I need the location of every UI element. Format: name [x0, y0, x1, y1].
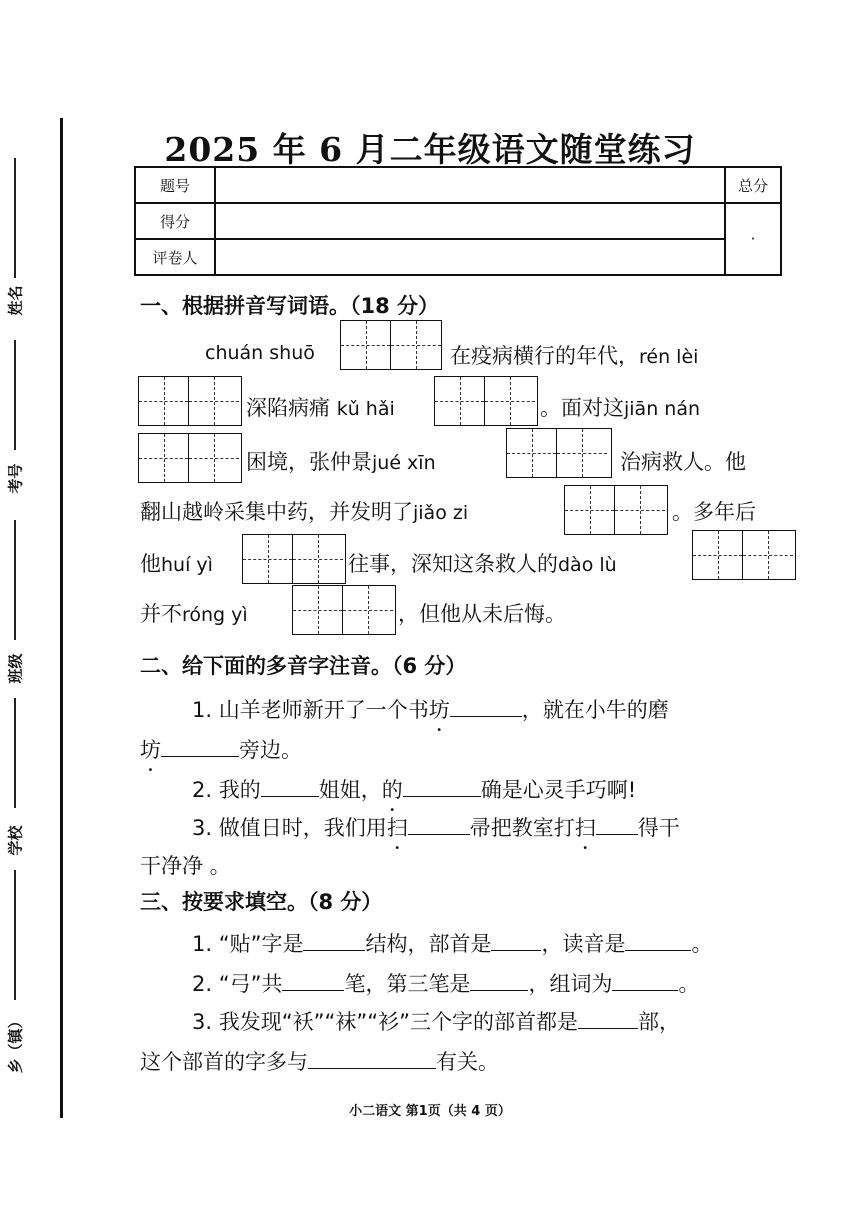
- answer-blank[interactable]: [625, 932, 691, 951]
- total-cell[interactable]: ·: [725, 203, 781, 275]
- school-label: 学校: [6, 825, 25, 856]
- text: 姐姐，: [318, 778, 382, 802]
- answer-blank[interactable]: [470, 972, 528, 991]
- text: 3. 做值日时，我们用: [192, 816, 387, 840]
- text: 在疫病横行的年代，: [450, 344, 639, 368]
- class-line[interactable]: [14, 520, 16, 640]
- answer-grid[interactable]: [692, 530, 796, 580]
- s3-q2: [192, 968, 699, 998]
- answer-blank[interactable]: [491, 932, 541, 951]
- polyphone-char: 坊: [140, 738, 161, 762]
- score-row-label: 评卷人: [135, 239, 215, 275]
- answer-grid[interactable]: [138, 376, 242, 426]
- text: 。面对这: [540, 396, 624, 420]
- pinyin: huí yì: [161, 554, 213, 576]
- text: 深陷病痛: [246, 396, 330, 420]
- township-label: 乡（镇）: [6, 1013, 25, 1074]
- score-table: [134, 166, 782, 276]
- text: 。: [691, 932, 713, 956]
- text: 这个部首的字多与: [140, 1050, 308, 1074]
- answer-blank[interactable]: [403, 778, 481, 797]
- pinyin: rén lèi: [639, 346, 699, 368]
- text: 。多年后: [672, 500, 756, 524]
- text: 旁边。: [239, 738, 302, 762]
- text: 1. “贴”字是: [192, 932, 304, 956]
- text: 2. “弓”共: [192, 972, 283, 996]
- text: 治病救人。他: [620, 450, 746, 474]
- number-line[interactable]: [14, 340, 16, 450]
- section2-heading: 二、给下面的多音字注音。（6 分）: [140, 654, 467, 678]
- text: 有关。: [436, 1050, 499, 1074]
- answer-grid[interactable]: [434, 376, 538, 426]
- answer-blank[interactable]: [282, 972, 344, 991]
- name-line[interactable]: [14, 158, 16, 278]
- text: 3. 我发现“袄”“袜”“衫”三个字的部首都是: [192, 1010, 578, 1034]
- score-cell[interactable]: [215, 239, 725, 275]
- answer-blank[interactable]: [450, 698, 522, 717]
- polyphone-char: 扫: [574, 816, 596, 840]
- answer-blank[interactable]: [408, 816, 470, 835]
- text: 并不: [140, 602, 182, 626]
- pinyin: kǔ hǎi: [336, 398, 395, 420]
- text: 他: [140, 552, 161, 576]
- pinyin: jué xīn: [372, 452, 436, 474]
- text: 笔，第三笔是: [344, 972, 471, 996]
- pinyin: róng yì: [182, 604, 248, 626]
- section3-heading: 三、按要求填空。（8 分）: [140, 890, 383, 914]
- pinyin: chuán shuō: [205, 342, 315, 364]
- section1-heading: 一、根据拼音写词语。（18 分）: [140, 294, 440, 318]
- text: 结构，部首是: [365, 932, 492, 956]
- s2-q3: [192, 812, 680, 842]
- answer-grid[interactable]: [242, 534, 346, 584]
- page-footer: 小二语文 第1页（共 4 页）: [349, 1104, 511, 1119]
- text: 帚把教室打: [469, 816, 575, 840]
- text: 1. 山羊老师新开了一个书: [192, 698, 429, 722]
- score-row-label: 得分: [135, 203, 215, 239]
- answer-blank[interactable]: [303, 932, 365, 951]
- number-label: 考号: [6, 463, 25, 494]
- answer-grid[interactable]: [138, 433, 242, 483]
- answer-blank[interactable]: [308, 1050, 436, 1069]
- pinyin: jiān nán: [624, 398, 701, 420]
- s2-q1: [192, 694, 669, 724]
- s1-line1: [205, 340, 315, 364]
- polyphone-char: 坊: [428, 698, 450, 722]
- score-cell[interactable]: [215, 203, 725, 239]
- s3-q3-cont: [140, 1046, 499, 1076]
- s2-q3-cont: 干净净 。: [140, 854, 231, 878]
- name-label: 姓名: [6, 285, 25, 316]
- text: 得干: [637, 816, 680, 840]
- answer-blank[interactable]: [161, 738, 239, 757]
- text: 2. 我的: [192, 778, 261, 802]
- text: 部，: [638, 1010, 680, 1034]
- s3-q1: [192, 928, 712, 958]
- answer-blank[interactable]: [261, 778, 319, 797]
- text: ，就在小牛的磨: [521, 698, 669, 722]
- answer-blank[interactable]: [612, 972, 678, 991]
- s2-q2: [192, 774, 636, 804]
- answer-blank[interactable]: [578, 1010, 638, 1029]
- pinyin: jiǎo zi: [413, 502, 469, 524]
- answer-grid[interactable]: [506, 428, 612, 478]
- s3-q3: [192, 1006, 680, 1036]
- text: 翻山越岭采集中药，并发明了: [140, 500, 413, 524]
- answer-grid[interactable]: [564, 485, 668, 535]
- text: 困境，张仲景: [246, 450, 372, 474]
- text: 。: [678, 972, 700, 996]
- answer-grid[interactable]: [292, 585, 396, 635]
- township-line[interactable]: [14, 870, 16, 1000]
- text: 往事，深知这条救人的: [348, 552, 558, 576]
- s2-q1-cont: [140, 734, 302, 764]
- answer-blank[interactable]: [596, 816, 638, 835]
- text: ，组词为: [528, 972, 613, 996]
- pinyin: dào lù: [558, 554, 617, 576]
- answer-grid[interactable]: [340, 320, 442, 370]
- text: 确是心灵手巧啊!: [480, 778, 637, 802]
- polyphone-char: 的: [381, 778, 403, 802]
- text: ，但他从未后悔。: [398, 602, 566, 626]
- school-line[interactable]: [14, 698, 16, 808]
- text: ，读音是: [541, 932, 626, 956]
- score-cell[interactable]: [215, 167, 725, 203]
- polyphone-char: 扫: [386, 816, 408, 840]
- page-title: 2025 年 6 月二年级语文随堂练习: [164, 130, 696, 169]
- total-label: 总分: [725, 167, 781, 203]
- binding-line: [60, 118, 63, 1118]
- class-label: 班级: [6, 653, 25, 684]
- score-row-label: 题号: [135, 167, 215, 203]
